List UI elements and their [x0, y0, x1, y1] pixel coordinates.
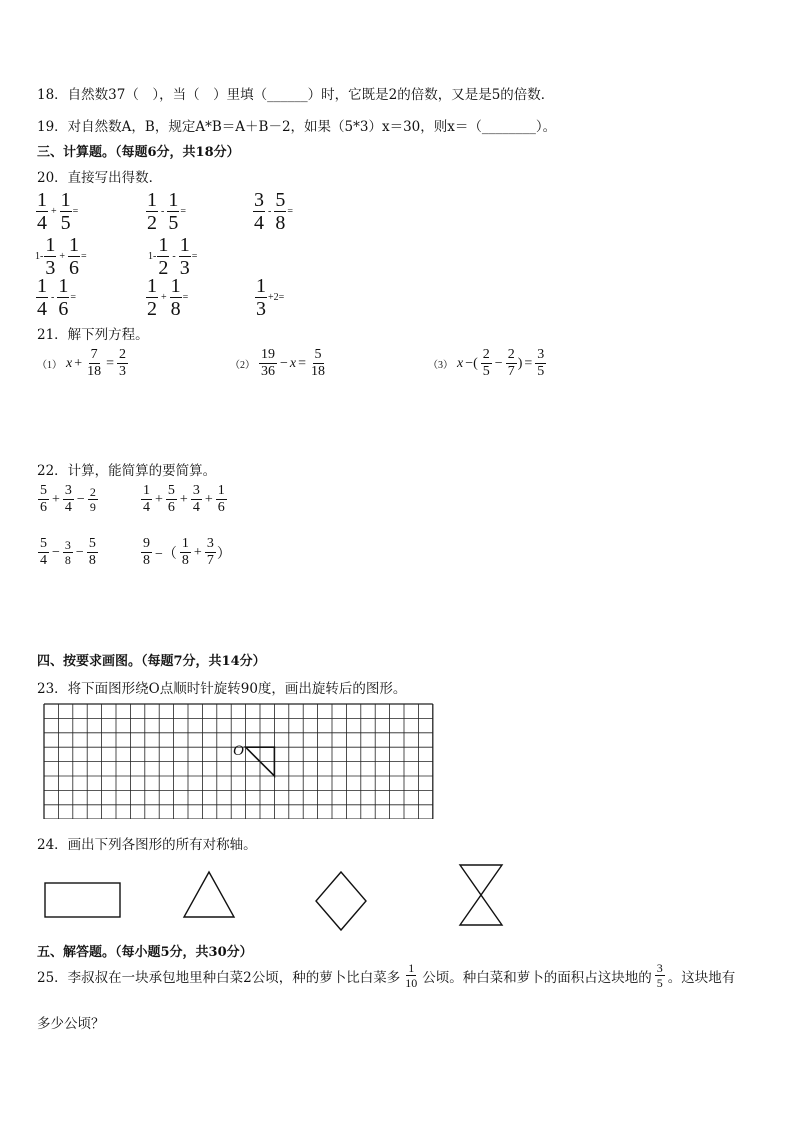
- calc-22-4: $\frac{9}{8}$ −（ $\frac{1}{8}$ + $\frac{3}{7}$ ）: [143, 536, 231, 568]
- question-19: 19．对自然数A，B，规定A*B＝A＋B－2，如果（5*3）x＝30，则x＝（________）。: [37, 119, 557, 135]
- question-20: 20．直接写出得数．: [37, 170, 163, 186]
- question-24: 24．画出下列各图形的所有对称轴。: [37, 837, 257, 853]
- question-18: 18．自然数37（ ），当（ ）里填（______）时，它既是2的倍数，又是是5的倍数．: [37, 87, 555, 103]
- calc-20-7: $\frac{1}{2}$ + $\frac{1}{8}$ =: [147, 275, 189, 320]
- section-4-title: 四、按要求画图。（每题7分，共14分）: [37, 654, 266, 669]
- section-5-title: 五、解答题。（每小题5分，共30分）: [37, 945, 253, 960]
- hourglass-shape: [458, 863, 504, 927]
- equation-21-1: （1） x + $\frac{7}{18}$ = $\frac{2}{3}$: [37, 347, 127, 379]
- calc-20-1: $\frac{1}{4}$ + $\frac{1}{5}$ =: [37, 189, 79, 234]
- point-o-label: O: [233, 743, 244, 759]
- rotation-grid: [42, 703, 434, 819]
- equation-21-3: （3） x −( $\frac{2}{5}$ − $\frac{2}{7}$ ) = $\frac{3}{5}$: [428, 347, 545, 379]
- question-25: 25．李叔叔在一块承包地里种白菜2公顷，种的萝卜比白菜多 $\frac{1}{10}$ 公顷。种白菜和萝卜的面积占这块地的 $\frac{3}{5}$ 。这块地有: [37, 961, 736, 990]
- rectangle-shape: [44, 882, 122, 920]
- question-21: 21．解下列方程。: [37, 327, 149, 343]
- calc-20-5: 1- $\frac{1}{2}$ - $\frac{1}{3}$ =: [148, 234, 198, 279]
- section-3-title: 三、计算题。（每题6分，共18分）: [37, 145, 240, 160]
- rhombus-shape: [314, 870, 368, 932]
- question-22: 22．计算，能简算的要简算。: [37, 463, 217, 479]
- triangle-shape: [182, 870, 236, 920]
- calc-20-8: $\frac{1}{3}$ +2=: [256, 275, 285, 320]
- question-23: 23．将下面图形绕O点顺时针旋转90度，画出旋转后的图形。: [37, 681, 407, 697]
- calc-20-6: $\frac{1}{4}$ - $\frac{1}{6}$ =: [37, 275, 76, 320]
- question-25-line2: 多少公顷？: [37, 1016, 105, 1032]
- calc-20-4: 1- $\frac{1}{3}$ + $\frac{1}{6}$ =: [35, 234, 87, 279]
- equation-21-2: （2） $\frac{19}{36}$ − x = $\frac{5}{18}$: [230, 347, 326, 379]
- calc-20-3: $\frac{3}{4}$ - $\frac{5}{8}$ =: [254, 189, 293, 234]
- calc-20-2: $\frac{1}{2}$ - $\frac{1}{5}$ =: [147, 189, 186, 234]
- calc-22-2: $\frac{1}{4}$ + $\frac{5}{6}$ + $\frac{3}{4}$ + $\frac{1}{6}$: [143, 483, 225, 515]
- calc-22-3: $\frac{5}{4}$ − $\frac{3}{8}$ − $\frac{5}{8}$: [40, 536, 96, 568]
- calc-22-1: $\frac{5}{6}$ + $\frac{3}{4}$ − $\frac{2}{9}$: [40, 483, 96, 515]
